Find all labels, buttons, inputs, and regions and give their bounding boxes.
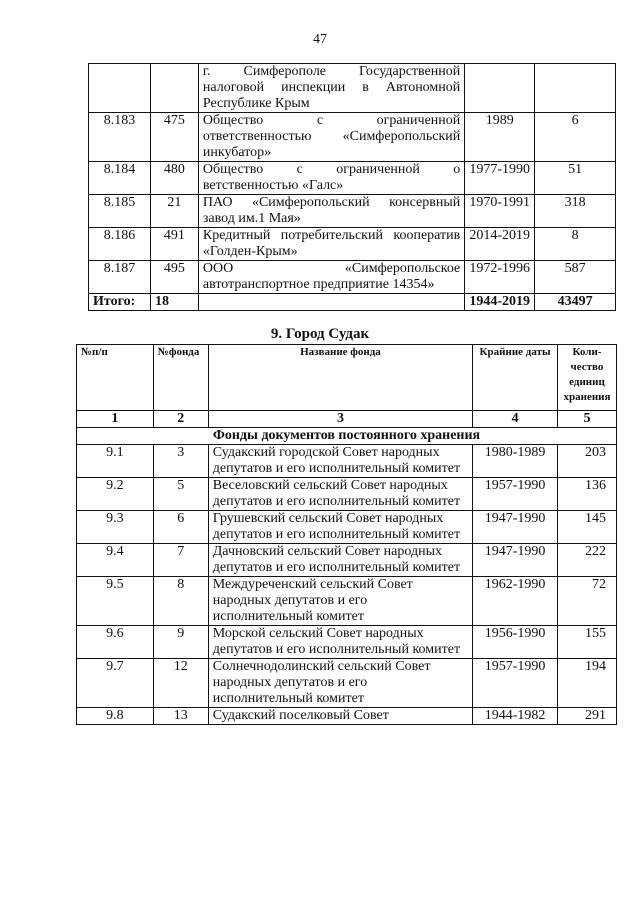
table-row bbox=[77, 445, 617, 478]
row-number: 8.187 bbox=[89, 261, 151, 294]
header-row bbox=[77, 345, 617, 411]
row-number: 8.183 bbox=[89, 113, 151, 162]
storage-count: 6 bbox=[535, 113, 616, 162]
total-empty bbox=[198, 294, 464, 311]
fond-name: Веселовский сельский Совет народных депутатов и его исполнительный комитет bbox=[208, 478, 472, 511]
storage-count: 155 bbox=[557, 626, 616, 659]
row-number: 9.8 bbox=[77, 708, 154, 725]
fond-number: 12 bbox=[153, 659, 208, 708]
fond-name: Солнечнодолинский сельский Совет народных депутатов и его исполнительный комитет bbox=[208, 659, 472, 708]
date-range: 1977-1990 bbox=[465, 162, 535, 195]
header-fond: №фонда bbox=[153, 345, 208, 411]
date-range: 1947-1990 bbox=[473, 544, 558, 577]
row-number: 9.3 bbox=[77, 511, 154, 544]
fond-name: Междуреченский сельский Совет народных депутатов и его исполнительный комитет bbox=[208, 577, 472, 626]
table-row bbox=[89, 64, 616, 113]
fond-name: Общество с ограниченной ответственностью «Симферопольский инкубатор» bbox=[198, 113, 464, 162]
table-row bbox=[77, 511, 617, 544]
header-dates: Крайние даты bbox=[473, 345, 558, 411]
col-number: 2 bbox=[153, 411, 208, 428]
table-row bbox=[89, 113, 616, 162]
storage-count: 136 bbox=[557, 478, 616, 511]
archive-table-sudak bbox=[76, 344, 617, 725]
storage-count: 72 bbox=[557, 577, 616, 626]
table-row bbox=[89, 162, 616, 195]
fond-number: 5 bbox=[153, 478, 208, 511]
group-title-row bbox=[77, 428, 617, 445]
row-number: 9.1 bbox=[77, 445, 154, 478]
date-range bbox=[465, 64, 535, 113]
total-row bbox=[89, 294, 616, 311]
page-number: 47 bbox=[313, 32, 327, 47]
storage-count bbox=[535, 64, 616, 113]
total-label: Итого: bbox=[89, 294, 151, 311]
fond-name: Морской сельский Совет народных депутатов и его исполнительный комитет bbox=[208, 626, 472, 659]
total-fonds: 18 bbox=[150, 294, 198, 311]
fond-name: Судакский городской Совет народных депутатов и его исполнительный комитет bbox=[208, 445, 472, 478]
table-row bbox=[89, 228, 616, 261]
fond-number: 9 bbox=[153, 626, 208, 659]
storage-count: 203 bbox=[557, 445, 616, 478]
section-title: 9. Город Судак bbox=[270, 326, 370, 342]
table-row bbox=[89, 195, 616, 228]
fond-name: Грушевский сельский Совет народных депутатов и его исполнительный комитет bbox=[208, 511, 472, 544]
fond-number bbox=[150, 64, 198, 113]
storage-count: 51 bbox=[535, 162, 616, 195]
table-row bbox=[77, 659, 617, 708]
column-numbers-row bbox=[77, 411, 617, 428]
table-row bbox=[89, 261, 616, 294]
table-row bbox=[77, 478, 617, 511]
date-range: 1956-1990 bbox=[473, 626, 558, 659]
row-number: 8.186 bbox=[89, 228, 151, 261]
storage-count: 318 bbox=[535, 195, 616, 228]
date-range: 1989 bbox=[465, 113, 535, 162]
archive-table-simferopol bbox=[88, 63, 616, 311]
col-number: 1 bbox=[77, 411, 154, 428]
group-title: Фонды документов постоянного хранения bbox=[77, 428, 617, 445]
date-range: 2014-2019 bbox=[465, 228, 535, 261]
date-range: 1947-1990 bbox=[473, 511, 558, 544]
row-number: 9.7 bbox=[77, 659, 154, 708]
fond-number: 8 bbox=[153, 577, 208, 626]
col-number: 3 bbox=[208, 411, 472, 428]
date-range: 1980-1989 bbox=[473, 445, 558, 478]
fond-name: Дачновский сельский Совет народных депутатов и его исполнительный комитет bbox=[208, 544, 472, 577]
storage-count: 291 bbox=[557, 708, 616, 725]
fond-number: 480 bbox=[150, 162, 198, 195]
table-row bbox=[77, 577, 617, 626]
storage-count: 8 bbox=[535, 228, 616, 261]
fond-name: г. Симферополе Государственной налоговой инспекции в Автономной Республике Крым bbox=[198, 64, 464, 113]
row-number: 9.2 bbox=[77, 478, 154, 511]
storage-count: 222 bbox=[557, 544, 616, 577]
row-number: 8.184 bbox=[89, 162, 151, 195]
date-range: 1957-1990 bbox=[473, 478, 558, 511]
header-name: Название фонда bbox=[208, 345, 472, 411]
fond-number: 7 bbox=[153, 544, 208, 577]
fond-number: 475 bbox=[150, 113, 198, 162]
date-range: 1944-1982 bbox=[473, 708, 558, 725]
row-number: 9.4 bbox=[77, 544, 154, 577]
storage-count: 194 bbox=[557, 659, 616, 708]
fond-name: Общество с ограниченной о ветственностью «Галс» bbox=[198, 162, 464, 195]
storage-count: 587 bbox=[535, 261, 616, 294]
fond-name: Кредитный потребительский кооператив «Голден-Крым» bbox=[198, 228, 464, 261]
row-number: 9.5 bbox=[77, 577, 154, 626]
date-range: 1962-1990 bbox=[473, 577, 558, 626]
date-range: 1957-1990 bbox=[473, 659, 558, 708]
col-number: 5 bbox=[557, 411, 616, 428]
fond-name: ООО «Симферопольское автотранспортное предприятие 14354» bbox=[198, 261, 464, 294]
row-number: 9.6 bbox=[77, 626, 154, 659]
fond-number: 491 bbox=[150, 228, 198, 261]
table-row bbox=[77, 544, 617, 577]
fond-number: 13 bbox=[153, 708, 208, 725]
total-count: 43497 bbox=[535, 294, 616, 311]
row-number bbox=[89, 64, 151, 113]
date-range: 1972-1996 bbox=[465, 261, 535, 294]
col-number: 4 bbox=[473, 411, 558, 428]
header-num: №п/п bbox=[77, 345, 154, 411]
table-row bbox=[77, 708, 617, 725]
fond-number: 3 bbox=[153, 445, 208, 478]
row-number: 8.185 bbox=[89, 195, 151, 228]
header-count: Коли-чество единиц хранения bbox=[557, 345, 616, 411]
table-row bbox=[77, 626, 617, 659]
fond-number: 21 bbox=[150, 195, 198, 228]
storage-count: 145 bbox=[557, 511, 616, 544]
fond-name: Судакский поселковый Совет bbox=[208, 708, 472, 725]
fond-number: 495 bbox=[150, 261, 198, 294]
total-dates: 1944-2019 bbox=[465, 294, 535, 311]
fond-number: 6 bbox=[153, 511, 208, 544]
date-range: 1970-1991 bbox=[465, 195, 535, 228]
fond-name: ПАО «Симферопольский консервный завод им.1 Мая» bbox=[198, 195, 464, 228]
